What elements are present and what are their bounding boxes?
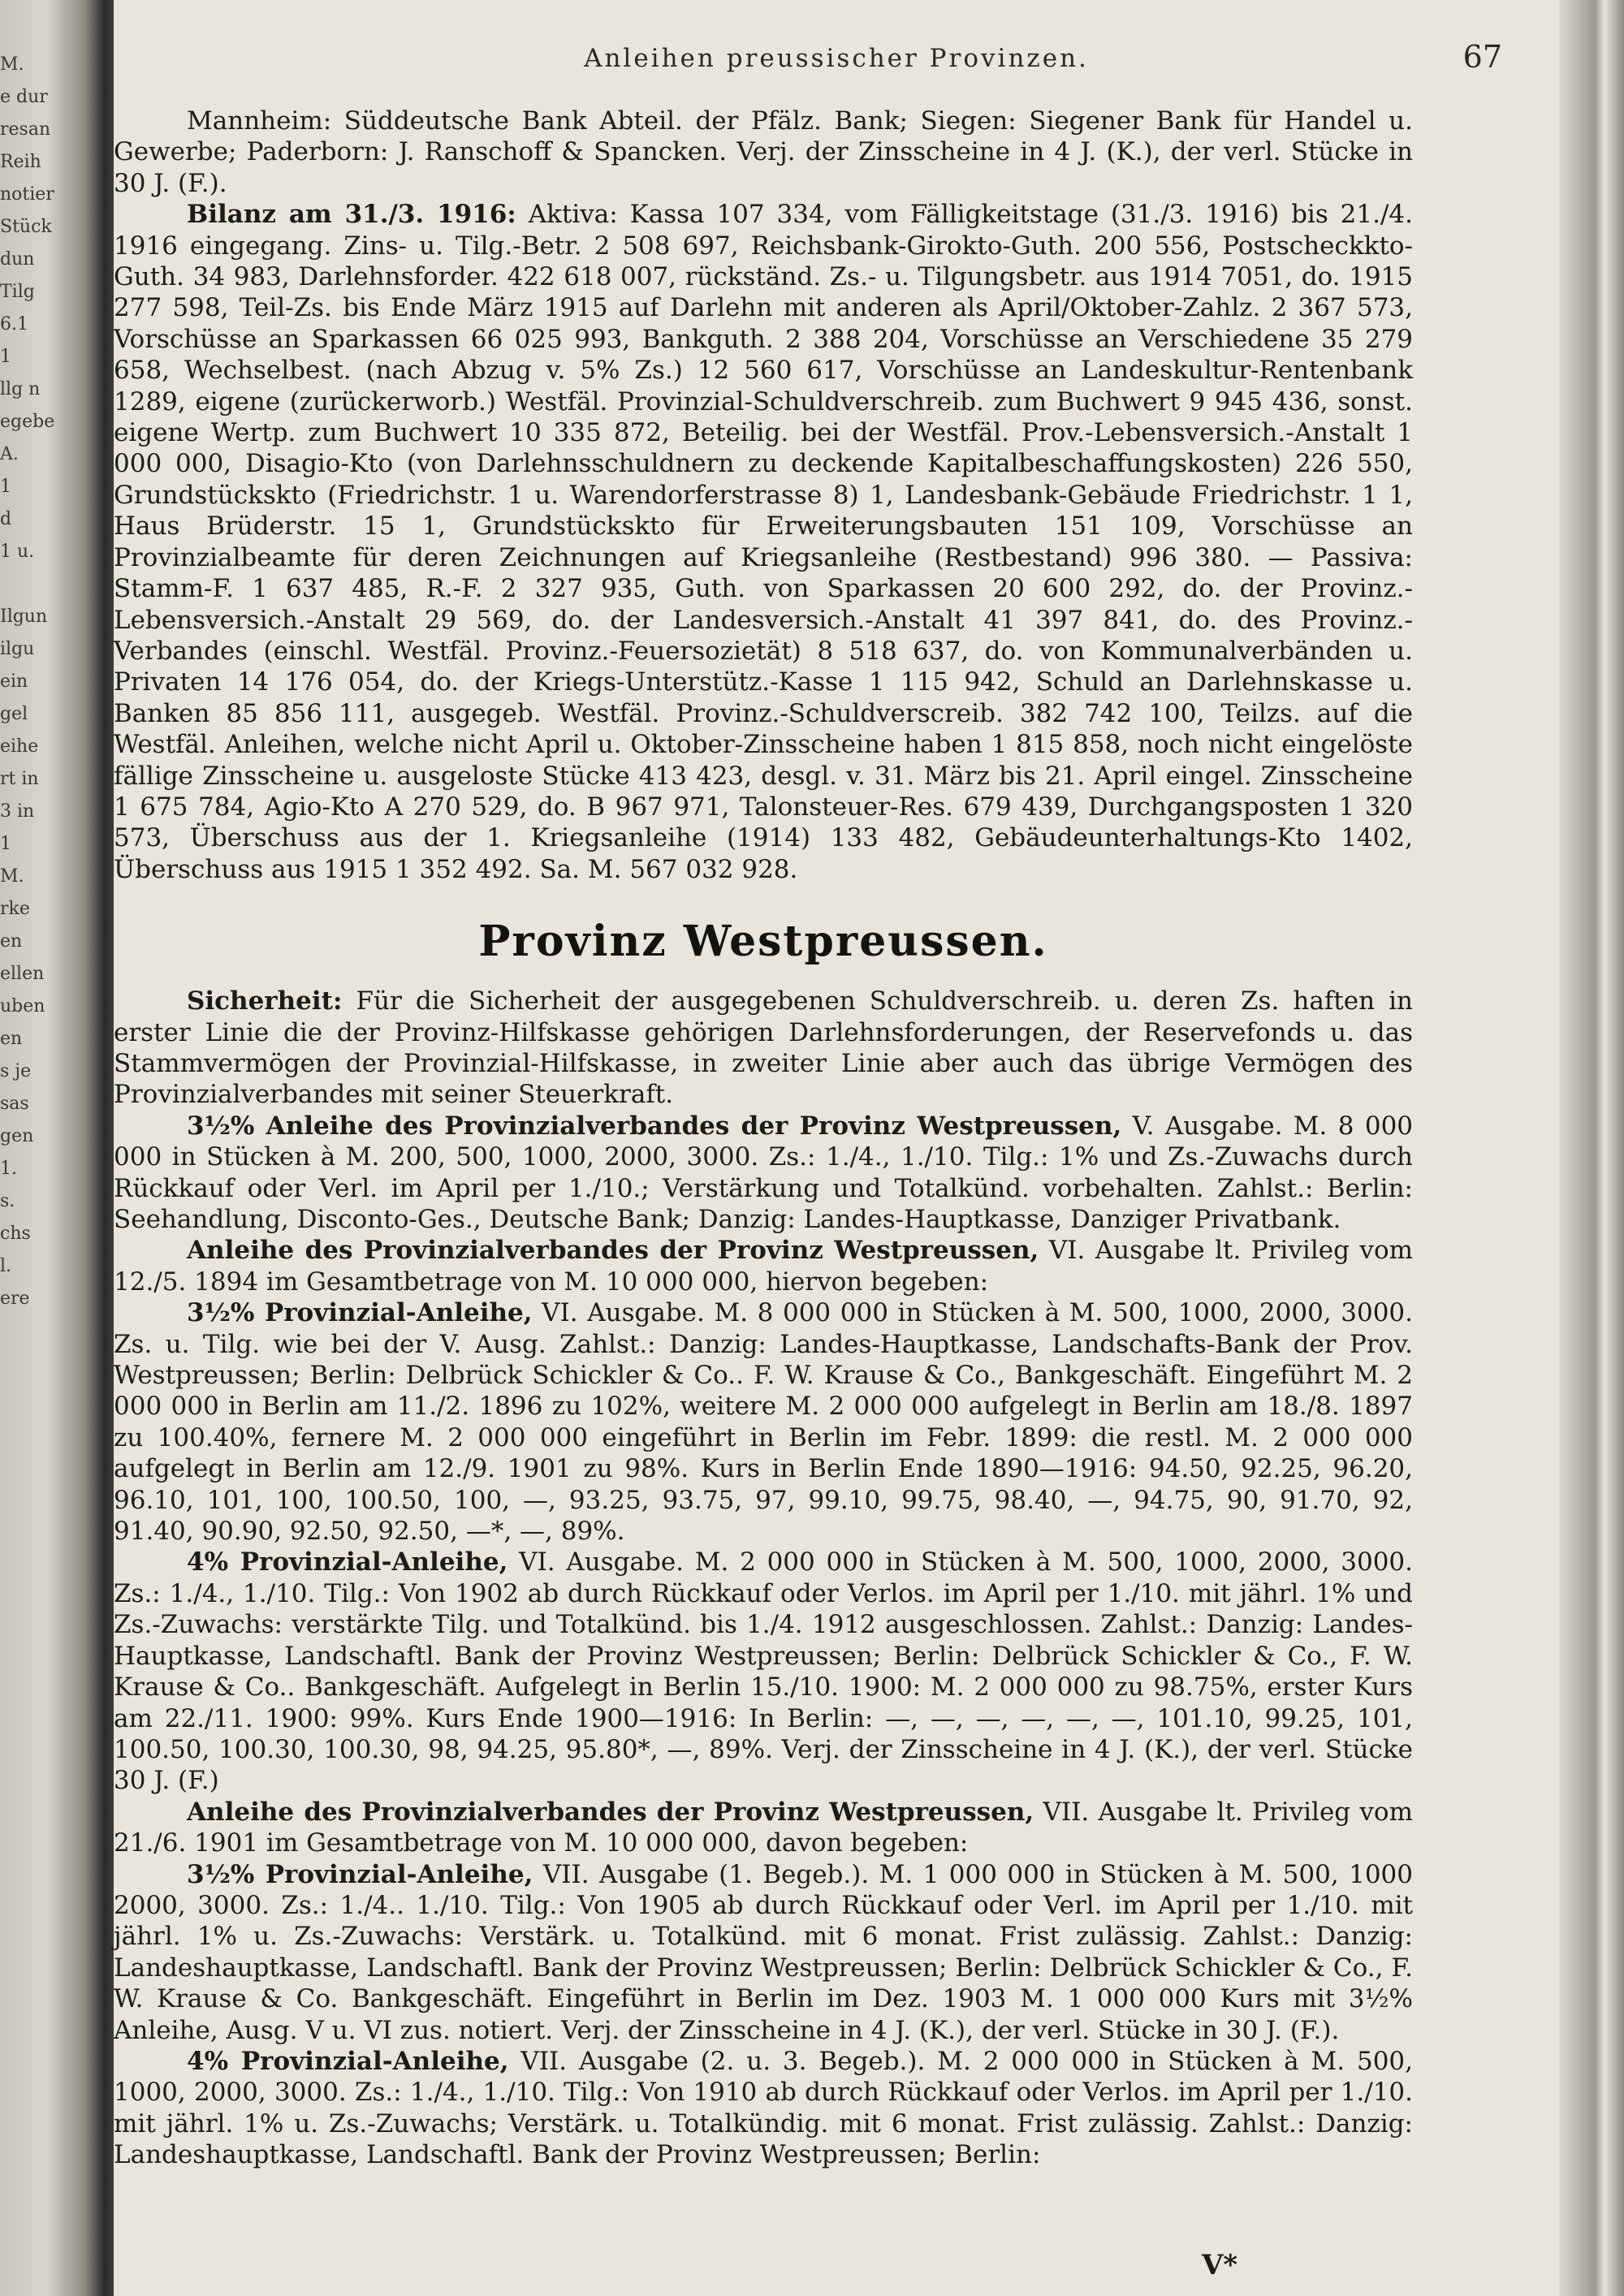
page-header [114, 39, 1559, 80]
loan-vii-privileg-text: VII. Ausgabe lt. Privileg vom 21./6. 1901 im Gesamtbetrage von M. 10 000 000, davon begeben: [114, 1797, 1413, 1858]
loan-vii-3half-label: 3½% Provinzial-Anleihe, [187, 1859, 533, 1889]
prev-page-fragment: en [0, 931, 23, 952]
prev-page-fragment: Ilgun [0, 606, 48, 627]
prev-page-fragment: rke [0, 899, 30, 919]
prev-page-fragment: Stück [0, 217, 52, 237]
loan-vii-3half-text: VII. Ausgabe (1. Begeb.). M. 1 000 000 in Stücken à M. 500, 1000 2000, 3000. Zs.: 1./4.. 1./10. Tilg.: Von 1905 ab durch Rückkauf oder Verl. im April per 1./10. mit jährl. 1% u. Zs.-Zuwachs: Verstärk. u. Totalkünd. mit 6 monat. Frist zulässig. Zahlst.: Danzig: Landeshauptkasse, Landschaftl. Bank der Provinz Westpreussen; Berlin: Delbrück Schickler & Co., F. W. Krause & Co. Bankgeschäft. Eingeführt in Berlin im Dez. 1903 M. 1 000 000 Kurs mit 3½% Anleihe, Ausg. V u. VI zus. notiert. Verj. der Zinsscheine in 4 J. (K.), der verl. Stücke in 30 J. (F.). [114, 1859, 1413, 2045]
loan-vii-privileg-label: Anleihe des Provinzialverbandes der Provinz Westpreussen, [187, 1797, 1034, 1827]
loan-vii-4pct-text: VII. Ausgabe (2. u. 3. Begeb.). M. 2 000 000 in Stücken à M. 500, 1000, 2000, 3000. Zs.: 1./4., 1./10. Tilg.: Von 1910 ab durch Rückkauf oder Verlos. im April per 1./10. mit jährl. 1% u. Zs.-Zuwachs; Verstärk. u. Totalkündig. mit 6 monat. Frist zulässig. Zahlst.: Danzig: Landeshauptkasse, Landschaftl. Bank der Provinz Westpreussen; Berlin: [114, 2046, 1414, 2170]
page-edge-right [1559, 0, 1624, 2296]
prev-page-fragment: ein [0, 671, 28, 692]
loan-vii-4pct-label: 4% Provinzial-Anleihe, [187, 2046, 509, 2076]
running-head: Anleihen preussischer Provinzen. [584, 44, 1089, 73]
loan-vi-4pct-text: VI. Ausgabe. M. 2 000 000 in Stücken à M. 500, 1000, 2000, 3000. Zs.: 1./4., 1./10. Tilg.: Von 1902 ab durch Rückkauf oder Verlos. im April per 1./10. mit jährl. 1% und Zs.-Zuwachs: verstärkte Tilg. und Totalkünd. bis 1./4. 1912 ausgeschlossen. Zahlst.: Danzig: Landes-Hauptkasse, Landschaftl. Bank der Provinz Westpreussen; Berlin: Delbrück Schickler & Co., F. W. Krause & Co.. Bankgeschäft. Aufgelegt in Berlin 15./10. 1900: M. 2 000 000 zu 98.75%, erster Kurs am 22./11. 1900: 99%. Kurs Ende 1900—1916: In Berlin: —, —, —, —, —, —, 101.10, 99.25, 101, 100.50, 100.30, 100.30, 98, 94.25, 95.80*, —, 89%. Verj. der Zinsscheine in 4 J. (K.), der verl. Stücke 30 J. (F.) [114, 1547, 1414, 1796]
prev-page-fragment: 1. [0, 1159, 17, 1179]
loan-v-ausgabe [114, 1111, 1413, 1236]
prev-page-fragment: 1 [0, 834, 11, 854]
loan-vii-3half [114, 1859, 1413, 2046]
prev-page-fragment: notier [0, 184, 54, 205]
prev-page-fragment: Tilg [0, 282, 35, 302]
prev-page-fragment: 6.1 [0, 314, 28, 334]
prev-page-fragment: Reih [0, 152, 41, 172]
prev-page-fragment: en [0, 1029, 23, 1049]
prev-page-fragment: gel [0, 704, 28, 724]
sicherheit-paragraph [114, 986, 1413, 1111]
prev-page-fragment: llg n [0, 379, 41, 399]
prev-page-fragment: e dur [0, 87, 48, 107]
prev-page-fragment: eihe [0, 736, 39, 757]
westfalen-paying-agents: Mannheim: Süddeutsche Bank Abteil. der Pfälz. Bank; Siegen: Siegener Bank für Handel u. Gewerbe; Paderborn: J. Ranschoff & Spancken. Verj. der Zinsscheine in 4 J. (K.), der verl. Stücke in 30 J. (F.). [114, 106, 1413, 198]
prev-page-fragment: gen [0, 1126, 34, 1146]
prev-page-fragment: M. [0, 866, 24, 887]
bilanz-paragraph [114, 199, 1413, 885]
page-sheet [114, 0, 1559, 2296]
prev-page-fragment [0, 568, 49, 601]
prev-page-fragment: ellen [0, 964, 45, 984]
prev-page-fragment: s je [0, 1061, 32, 1081]
prev-page-fragment: l. [0, 1256, 12, 1276]
prev-page-fragment: dun [0, 249, 35, 270]
prev-page-fragment: chs [0, 1224, 31, 1244]
prev-page-fragment: 1 [0, 347, 11, 367]
previous-page-margin [0, 49, 55, 1672]
loan-vi-4pct-label: 4% Provinzial-Anleihe, [187, 1547, 508, 1577]
prev-page-fragment: rt in [0, 769, 39, 789]
loan-vi-privileg-label: Anleihe des Provinzialverbandes der Provinz Westpreussen, [187, 1236, 1039, 1266]
loan-vi-4pct [114, 1547, 1413, 1796]
loan-vi-privileg [114, 1235, 1413, 1297]
bilanz-label: Bilanz am 31./3. 1916: [187, 200, 516, 230]
prev-page-fragment: ere [0, 1288, 30, 1309]
prev-page-fragment: 3 in [0, 801, 35, 822]
prev-page-fragment: s. [0, 1191, 15, 1211]
prev-page-fragment: A. [0, 444, 19, 464]
sicherheit-label: Sicherheit: [187, 986, 343, 1016]
loan-vii-4pct [114, 2046, 1413, 2171]
prev-page-fragment: resan [0, 119, 51, 140]
loan-v-label: 3½% Anleihe des Provinzialverbandes der Provinz Westpreussen, [187, 1111, 1122, 1141]
loan-vi-3half-label: 3½% Provinzial-Anleihe, [187, 1298, 533, 1328]
signature-mark: V* [1202, 2249, 1238, 2281]
loan-vii-privileg [114, 1797, 1413, 1859]
bilanz-text: Aktiva: Kassa 107 334, vom Fälligkeitstage (31./3. 1916) bis 21./4. 1916 eingegang. Zins- u. Tilg.-Betr. 2 508 697, Reichsbank-Girokto-Guth. 200 556, Postscheckkto-Guth. 34 983, Darlehnsforder. 422 618 007, rückständ. Zs.- u. Tilgungsbetr. aus 1914 7051, do. 1915 277 598, Teil-Zs. bis Ende März 1915 auf Darlehn mit anderen als April/Oktober-Zahlz. 2 367 573, Vorschüsse an Sparkassen 66 025 993, Bankguth. 2 388 204, Vorschüsse an Verschiedene 35 279 658, Wechselbest. (nach Abzug v. 5% Zs.) 12 560 617, Vorschüsse an Landeskultur-Rentenbank 1289, eigene (zurückerworb.) Westfäl. Provinzial-Schuldverschreib. zum Buchwert 9 945 436, sonst. eigene Wertp. zum Buchwert 10 335 872, Beteilig. bei der Westfäl. Prov.-Lebensversich.-Anstalt 1 000 000, Disagio-Kto (von Darlehnsschuldnern zu deckende Kapitalbeschaffungskosten) 226 550, Grundstückskto (Friedrichstr. 1 u. Warendorferstrasse 8) 1, Landesbank-Gebäude Friedrichstr. 1 1, Haus Brüderstr. 15 1, Grundstückskto für Erweiterungsbauten 151 109, Vorschüsse an Provinzialbeamte für deren Zeichnungen auf Kriegsanleihe (Restbestand) 996 380. — Passiva: Stamm-F. 1 637 485, R.-F. 2 327 935, Guth. von Sparkassen 20 600 292, do. der Provinz.-Lebensversich.-Anstalt 29 569, do. der Landesversich.-Anstalt 41 397 841, do. des Provinz.-Verbandes (einschl. Westfäl. Provinz.-Feuersozietät) 8 518 637, do. von Kommunalverbänden u. Privaten 14 176 054, do. der Kriegs-Unterstütz.-Kasse 1 115 942, Schuld an Darlehnskasse u. Banken 85 856 111, ausgegeb. Westfäl. Provinz.-Schuldverscreib. 382 742 100, Teilzs. auf die Westfäl. Anleihen, welche nicht April u. Oktober-Zinsscheine haben 1 815 858, noch nicht eingelöste fällige Zinsscheine u. ausgeloste Stücke 413 423, desgl. v. 31. März bis 21. April eingel. Zinsscheine 1 675 784, Agio-Kto A 270 529, do. B 967 971, Talonsteuer-Res. 679 439, Durchgangsposten 1 320 573, Überschuss aus der 1. Kriegsanleihe (1914) 133 482, Gebäudeunterhaltungs-Kto 1402, Überschuss aus 1915 1 352 492. Sa. M. 567 032 928. [114, 200, 1413, 884]
prev-page-fragment: M. [0, 54, 24, 75]
loan-vi-3half [114, 1297, 1413, 1547]
page-body [114, 106, 1413, 2171]
loan-vi-3half-text: VI. Ausgabe. M. 8 000 000 in Stücken à M. 500, 1000, 2000, 3000. Zs. u. Tilg. wie bei der V. Ausg. Zahlst.: Danzig: Landes-Hauptkasse, Landschafts-Bank der Prov. Westpreussen; Berlin: Delbrück Schickler & Co.. F. W. Krause & Co., Bankgeschäft. Eingeführt M. 2 000 000 in Berlin am 11./2. 1896 zu 102%, weitere M. 2 000 000 aufgelegt in Berlin am 18./8. 1897 zu 100.40%, fernere M. 2 000 000 eingeführt in Berlin im Febr. 1899: die restl. M. 2 000 000 aufgelegt in Berlin am 12./9. 1901 zu 98%. Kurs in Berlin Ende 1890—1916: 94.50, 92.25, 96.20, 96.10, 101, 100, 100.50, 100, —, 93.25, 93.75, 97, 99.10, 99.75, 98.40, —, 94.75, 90, 91.70, 92, 91.40, 90.90, 92.50, 92.50, —*, —, 89%. [114, 1298, 1414, 1547]
prev-page-fragment: egebe [0, 412, 55, 432]
prev-page-fragment: sas [0, 1094, 29, 1114]
prev-page-fragment: uben [0, 996, 45, 1016]
prev-page-fragment: d [0, 509, 12, 529]
loan-v-text: V. Ausgabe. M. 8 000 000 in Stücken à M. 200, 500, 1000, 2000, 3000. Zs.: 1./4., 1./10. Tilg.: 1% und Zs.-Zuwachs durch Rückkauf oder Verl. im April per 1./10.; Verstärkung und Totalkünd. vorbehalten. Zahlst.: Berlin: Seehandlung, Disconto-Ges., Deutsche Bank; Danzig: Landes-Hauptkasse, Danziger Privatbank. [114, 1111, 1414, 1234]
prev-page-fragment: 1 [0, 477, 11, 497]
loan-vi-privileg-text: VI. Ausgabe lt. Privileg vom 12./5. 1894 im Gesamtbetrage von M. 10 000 000, hiervon begeben: [114, 1236, 1414, 1297]
prev-page-fragment: 1 u. [0, 542, 35, 562]
sicherheit-text: Für die Sicherheit der ausgegebenen Schuldverschreib. u. deren Zs. haften in erster Linie die der Provinz-Hilfskasse gehörigen Darlehnsforderungen, der Reservefonds u. das Stammvermögen der Provinzial-Hilfskasse, in zweiter Linie aber auch das übrige Vermögen des Provinzialverbandes mit seiner Steuerkraft. [114, 986, 1413, 1110]
prev-page-fragment: ilgu [0, 639, 35, 659]
section-title: Provinz Westpreussen. [478, 917, 1048, 967]
page-number: 67 [1462, 39, 1502, 75]
